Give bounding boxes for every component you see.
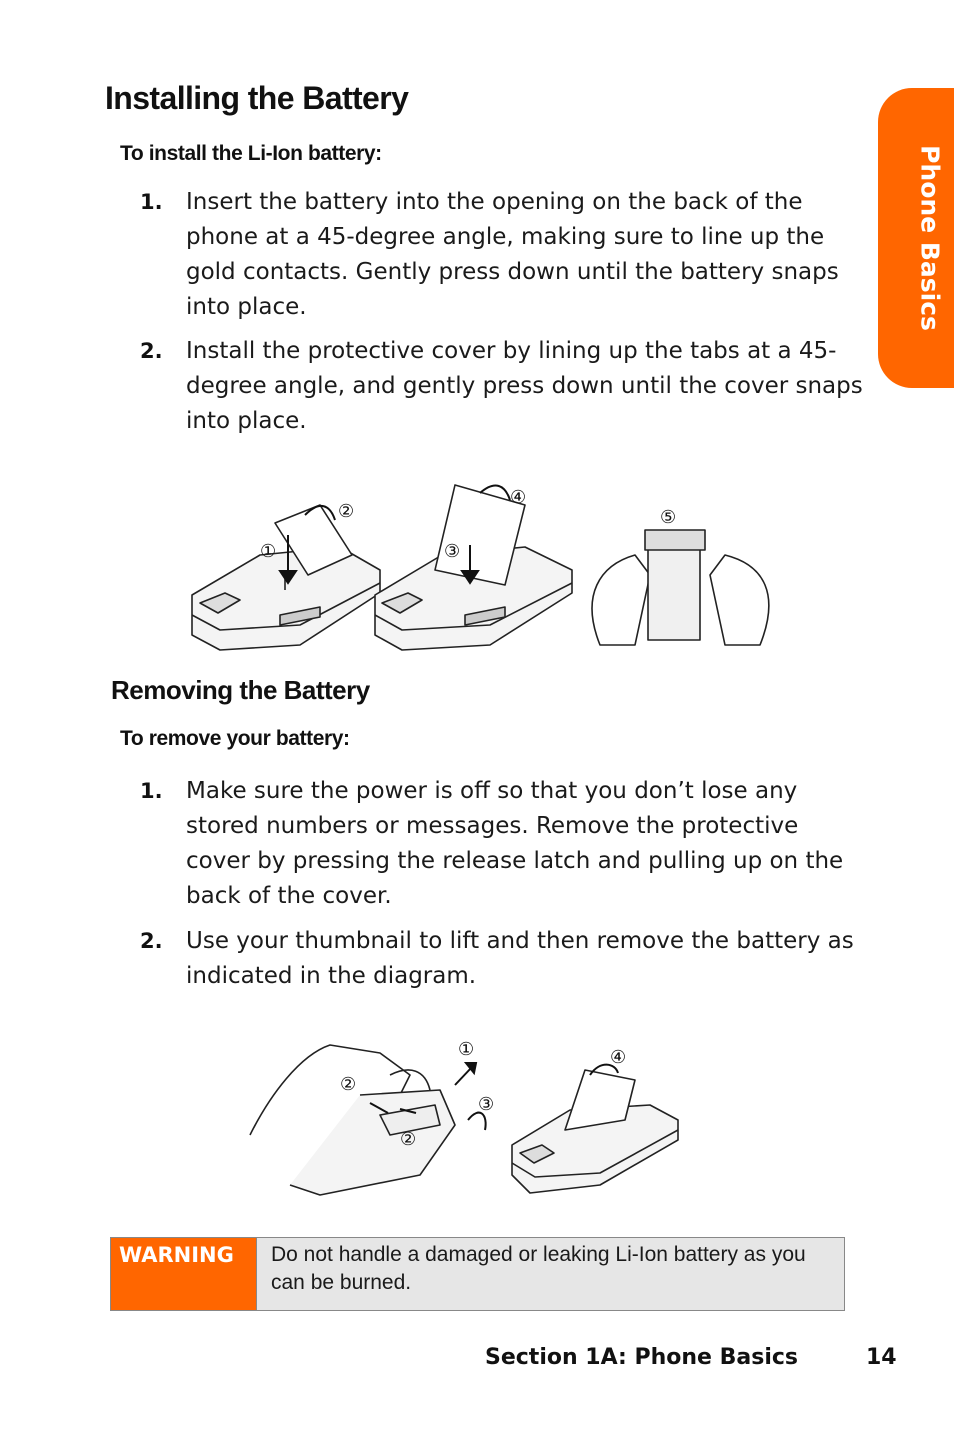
install-illustration (180, 475, 780, 660)
step-number: 1. (140, 779, 163, 803)
figure-marker: ④ (510, 487, 527, 508)
step-text: Make sure the power is off so that you don’t lose any stored numbers or messages. Remove the protective cover by pressing the release latch and pulling up on the back of the cover. (186, 778, 844, 909)
figure-marker: ④ (610, 1047, 627, 1068)
section-tab (878, 88, 954, 388)
remove-illustration (240, 1035, 690, 1200)
install-subheading: To install the Li-Ion battery: (120, 142, 382, 165)
page-number: 14 (866, 1345, 897, 1370)
install-step-1 (140, 185, 870, 325)
remove-step-2 (140, 924, 870, 994)
figure-marker: ⑤ (660, 507, 677, 528)
warning-box (110, 1237, 845, 1311)
page-title: Installing the Battery (105, 80, 409, 116)
figure-marker: ② (400, 1129, 417, 1150)
step-number: 2. (140, 929, 163, 953)
install-step-2 (140, 334, 870, 439)
step-number: 2. (140, 339, 163, 363)
remove-subheading: To remove your battery: (120, 727, 350, 750)
figure-marker: ② (338, 501, 355, 522)
step-number: 1. (140, 190, 163, 214)
remove-heading: Removing the Battery (111, 675, 370, 705)
remove-step-1 (140, 774, 870, 914)
footer-section-title: Section 1A: Phone Basics (485, 1345, 799, 1370)
section-tab-label: Phone Basics (915, 145, 945, 331)
remove-battery-figure (240, 1035, 690, 1200)
warning-text: Do not handle a damaged or leaking Li-Ion battery as you can be burned. (256, 1238, 844, 1310)
install-battery-figure (180, 475, 780, 660)
figure-marker: ① (458, 1039, 475, 1060)
figure-marker: ② (340, 1074, 357, 1095)
step-text: Use your thumbnail to lift and then remove the battery as indicated in the diagram. (186, 928, 854, 989)
figure-marker: ③ (444, 541, 461, 562)
figure-marker: ① (260, 541, 277, 562)
warning-label: WARNING (111, 1238, 256, 1310)
figure-marker: ③ (478, 1094, 495, 1115)
step-text: Install the protective cover by lining up the tabs at a 45-degree angle, and gently press down until the cover snaps into place. (186, 338, 863, 434)
step-text: Insert the battery into the opening on the back of the phone at a 45-degree angle, making sure to line up the gold contacts. Gently press down until the battery snaps into place. (186, 189, 839, 320)
